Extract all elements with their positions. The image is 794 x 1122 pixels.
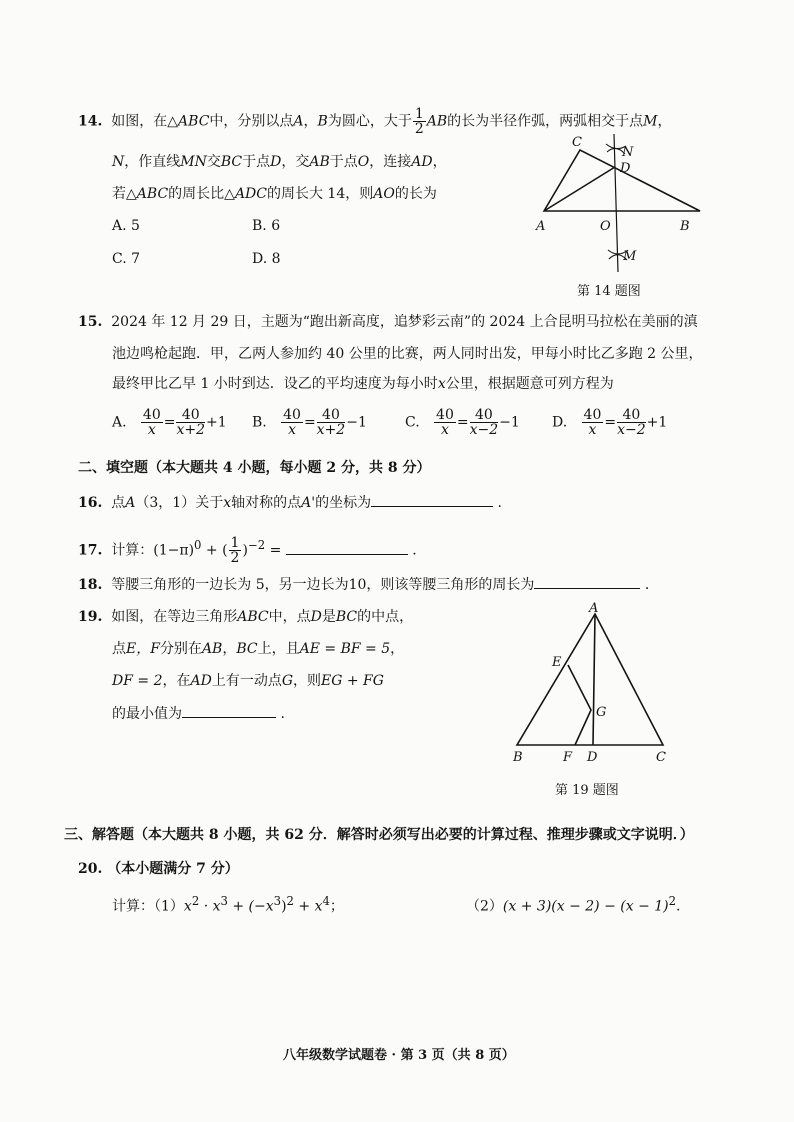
frac-num: 40 xyxy=(176,408,205,423)
page-footer: 八年级数学试题卷 · 第 3 页（共 8 页） xyxy=(283,1048,515,1063)
q14-text: 于点 xyxy=(242,154,271,170)
q19-number: 19. xyxy=(78,609,103,625)
q17-eq: = xyxy=(265,542,286,559)
q19-text: 的最小值为 xyxy=(112,706,182,722)
q20-end: . xyxy=(676,898,681,915)
q20-part1 xyxy=(112,891,344,917)
frac-num: 40 xyxy=(583,407,602,423)
frac xyxy=(617,408,646,437)
q15-option-c xyxy=(405,408,520,437)
q17-number: 17. xyxy=(78,542,103,559)
q17-end: . xyxy=(412,542,417,559)
q14-option-c: C. 7 xyxy=(112,251,141,267)
q14-number: 14. xyxy=(78,113,103,130)
q14-var: B xyxy=(317,113,328,130)
q14-text: 的长为半径作弧，两弧相交于点 xyxy=(447,113,644,130)
q20-expr: ) xyxy=(281,898,287,915)
frac-den: x+2 xyxy=(316,422,346,438)
q19-end: . xyxy=(280,706,285,722)
frac-num: 1 xyxy=(230,535,240,552)
q17-expr: ) xyxy=(242,542,248,559)
q19-segment-ad xyxy=(593,614,595,745)
q19-var: AB xyxy=(201,641,223,657)
q16-var: A xyxy=(125,495,136,511)
q19-line3 xyxy=(112,671,384,691)
q19-label-e: E xyxy=(552,655,562,670)
q14-var: AB xyxy=(309,154,330,170)
q16-var: x xyxy=(223,495,232,511)
q20-exp: 3 xyxy=(273,894,282,908)
q15-option-d xyxy=(552,408,667,437)
q16-text: 轴对称的点 xyxy=(231,495,302,511)
q20-part2 xyxy=(466,891,681,917)
q19-label-b: B xyxy=(513,750,523,765)
q15-number: 15. xyxy=(78,314,103,330)
q14-line2: N，作直线MN交BC于点D，交AB于点O，连接AD， xyxy=(112,154,447,170)
q16-text: 关于 xyxy=(195,495,224,511)
frac-den: 2 xyxy=(230,550,240,567)
q19-text: 中，点 xyxy=(268,609,311,625)
q19-label-g: G xyxy=(596,705,607,720)
frac-num: 40 xyxy=(436,407,454,423)
q19-label-d: D xyxy=(587,750,598,765)
opt-label: B. xyxy=(252,414,267,431)
q14-line3 xyxy=(112,184,437,204)
q14-segment-ad xyxy=(544,167,615,211)
q20-exp: 2 xyxy=(286,894,294,908)
q17-half-fraction xyxy=(229,536,242,565)
q20-text: 计算： xyxy=(112,898,154,915)
q15-line1 xyxy=(78,312,698,332)
q19-text: 如图，在等边三角形 xyxy=(111,609,238,625)
q15-line3 xyxy=(112,374,614,394)
q14-var: ADC xyxy=(234,186,267,202)
q14-half-fraction xyxy=(413,107,426,136)
q19-text: 的中点， xyxy=(357,609,414,625)
q16-coords: （3，1） xyxy=(135,495,196,511)
q15-var: x xyxy=(437,376,446,392)
q14-text: ，连接 xyxy=(369,154,412,170)
q19-label-f: F xyxy=(563,750,573,765)
q14-var: N xyxy=(112,154,125,170)
q19-var: BC xyxy=(335,609,358,625)
q14-label-m: M xyxy=(623,249,637,264)
q14-text: 的周长大 14，则 xyxy=(266,186,374,202)
q16-text: 点 xyxy=(111,495,126,511)
q14-var: ABC xyxy=(136,186,169,202)
q17 xyxy=(78,535,417,565)
frac-num: 40 xyxy=(142,407,161,423)
frac xyxy=(281,408,303,437)
opt-label: D. xyxy=(552,414,568,431)
q19-line2 xyxy=(112,639,404,659)
q14-label-c: C xyxy=(572,135,582,150)
q14-text: ，作直线 xyxy=(124,154,181,170)
q19-text: 点 xyxy=(112,641,126,657)
q14-option-b: B. 6 xyxy=(252,218,281,234)
q20-exp: 3 xyxy=(220,894,228,908)
q14-var: A xyxy=(293,113,304,130)
q19-var: D xyxy=(310,609,322,625)
q14-text: 若△ xyxy=(112,186,137,202)
q18-number: 18. xyxy=(78,577,103,593)
q14-option-d: D. 8 xyxy=(252,251,281,267)
q20-expr: (x + 3)(x − 2) − (x − 1) xyxy=(502,898,669,915)
q19-text: ，则 xyxy=(293,673,322,689)
eq-sign: = xyxy=(456,414,469,431)
frac xyxy=(582,408,604,437)
q17-text: 计算： xyxy=(111,542,154,559)
q19-label-a: A xyxy=(589,601,599,616)
q19-text: ， xyxy=(222,641,237,657)
q14-text: 中，分别以点 xyxy=(209,113,294,130)
q16-end: . xyxy=(497,495,502,511)
q20-part-label: （2） xyxy=(466,898,503,915)
q14-text: 为圆心，大于 xyxy=(327,113,412,130)
q16-text: 的坐标为 xyxy=(315,495,372,511)
q16-answer-blank[interactable] xyxy=(371,492,493,507)
q20-expr: + x xyxy=(293,898,323,915)
q14-option-a: A. 5 xyxy=(112,218,140,234)
q14-label-o: O xyxy=(600,219,611,234)
q19-var: G xyxy=(281,673,294,689)
q19-var: AD xyxy=(190,673,212,689)
frac-den: 2 xyxy=(414,121,424,137)
q16-number: 16. xyxy=(78,495,103,511)
q20-part-label: （1） xyxy=(154,898,184,915)
q20-expr: + (−x xyxy=(227,898,274,915)
q19-var: ABC xyxy=(237,609,269,625)
opt-label: A. xyxy=(112,414,127,431)
q16-var: A' xyxy=(301,495,316,511)
q15-text: 最终甲比乙早 1 小时到达．设乙的平均速度为每小时 xyxy=(112,376,438,392)
q14-label-d: D xyxy=(620,161,631,176)
q14-text: 于点 xyxy=(329,154,358,170)
frac-den: x xyxy=(588,422,597,438)
q15-line2: 池边鸣枪起跑．甲，乙两人参加约 40 公里的比赛，两人同时出发，甲每小时比乙多跑 2 公里， xyxy=(112,346,703,362)
q15-option-b xyxy=(252,408,367,437)
q14-text: 交 xyxy=(206,154,221,170)
q15-option-a xyxy=(112,408,227,437)
q14-var: ABC xyxy=(178,113,210,130)
eq-sign: = xyxy=(163,414,176,431)
q19-text: 是 xyxy=(321,609,336,625)
section-2-title: 二、填空题（本大题共 4 小题，每小题 2 分，共 8 分） xyxy=(78,460,431,476)
frac-den: x+2 xyxy=(176,422,206,438)
q14-text: 的长为 xyxy=(394,186,437,202)
frac xyxy=(434,408,456,437)
q19-var: EG + FG xyxy=(321,673,384,689)
q19-var: E，F xyxy=(126,641,160,657)
q20-subtitle: （本小题满分 7 分） xyxy=(107,861,239,877)
q20-number: 20. xyxy=(78,861,103,877)
section-3-title: 三、解答题（本大题共 8 小题，共 62 分．解答时必须写出必要的计算过程、推理步骤或文字说明．） xyxy=(64,827,694,843)
q19-line4 xyxy=(112,703,285,724)
q19-text: ，在 xyxy=(162,673,191,689)
frac-num: 40 xyxy=(470,408,499,423)
q14-var: MN xyxy=(180,154,207,170)
frac xyxy=(317,408,346,437)
q19-text: 上有一动点 xyxy=(211,673,282,689)
q14-caption: 第 14 题图 xyxy=(577,284,641,299)
q14-label-n: N xyxy=(622,145,634,160)
q17-answer-blank[interactable] xyxy=(286,540,408,555)
frac-den: x−2 xyxy=(469,422,499,438)
frac-num: 1 xyxy=(414,106,424,122)
q19-answer-blank[interactable] xyxy=(182,703,276,718)
q20-expr: · x xyxy=(199,898,221,915)
q15-text: 公里，根据题意可列方程为 xyxy=(445,376,614,392)
tail: −1 xyxy=(499,414,520,431)
opt-label: C. xyxy=(405,414,420,431)
q20-exp: 2 xyxy=(668,894,677,908)
q19-figure xyxy=(505,600,685,770)
q19-caption: 第 19 题图 xyxy=(555,783,619,798)
frac-num: 40 xyxy=(317,408,346,423)
q19-label-c: C xyxy=(656,750,666,765)
q19-text: ， xyxy=(390,641,405,657)
q19-text: 上，且 xyxy=(257,641,300,657)
frac xyxy=(141,408,163,437)
q14-var: AO xyxy=(373,186,395,202)
q19-line1 xyxy=(78,607,413,627)
q14-text: ，交 xyxy=(281,154,310,170)
frac xyxy=(470,408,499,437)
q19-path-egf xyxy=(568,665,591,745)
q19-triangle-abc xyxy=(517,614,663,745)
q18-end: . xyxy=(644,577,650,593)
frac-num: 40 xyxy=(283,407,301,423)
q18-text: 等腰三角形的一边长为 5，另一边长为10，则该等腰三角形的周长为 xyxy=(111,577,535,593)
q19-var: BC xyxy=(236,641,258,657)
q14-text: 的周长比△ xyxy=(168,186,235,202)
q14-line-mn xyxy=(614,134,618,272)
q18-answer-blank[interactable] xyxy=(534,574,640,589)
q20-expr: x xyxy=(183,898,192,915)
q14-line1: 14. 如图，在△ABC中，分别以点A，B为圆心，大于 $\frac{1}{2}$ AB的长为半径作弧，两弧相交于点M， xyxy=(78,106,672,137)
q14-label-b: B xyxy=(680,219,690,234)
q16 xyxy=(78,492,502,513)
q17-exp: 0 xyxy=(194,538,202,552)
q20-header xyxy=(78,859,239,879)
tail: +1 xyxy=(646,414,668,431)
q14-var: BC xyxy=(220,154,243,170)
q14-label-a: A xyxy=(536,219,546,234)
q14-var: O xyxy=(357,154,370,170)
tail: −1 xyxy=(346,414,367,431)
eq-sign: = xyxy=(604,414,617,431)
q17-expr: (1−π) xyxy=(153,542,195,559)
q18 xyxy=(78,574,649,595)
q14-var: M xyxy=(643,113,658,130)
q14-var: AD xyxy=(411,154,433,170)
q20-end: ； xyxy=(329,898,344,915)
q20-exp: 2 xyxy=(191,894,200,908)
q14-figure xyxy=(530,132,710,282)
q14-text: 如图，在△ xyxy=(111,113,179,130)
frac-den: x xyxy=(147,422,156,438)
q20-exp: 4 xyxy=(322,894,330,908)
frac-den: x xyxy=(440,422,449,438)
q19-text: 分别在 xyxy=(159,641,202,657)
q14-var: AB xyxy=(426,113,448,130)
q17-expr: + ( xyxy=(201,542,228,559)
q19-var: AE = BF = 5 xyxy=(299,641,391,657)
q15-text: 2024 年 12 月 29 日，主题为“跑出新高度，追梦彩云南”的 2024 上合昆明马拉松在美丽的滇 xyxy=(111,314,698,330)
frac-den: x−2 xyxy=(617,422,646,438)
frac-num: 40 xyxy=(617,408,646,423)
tail: +1 xyxy=(206,414,227,431)
q19-var: DF = 2 xyxy=(112,673,163,689)
frac-den: x xyxy=(288,422,296,438)
q14-var: D xyxy=(270,154,282,170)
frac xyxy=(176,408,205,437)
q17-exp: −2 xyxy=(247,538,266,552)
eq-sign: = xyxy=(303,414,316,431)
